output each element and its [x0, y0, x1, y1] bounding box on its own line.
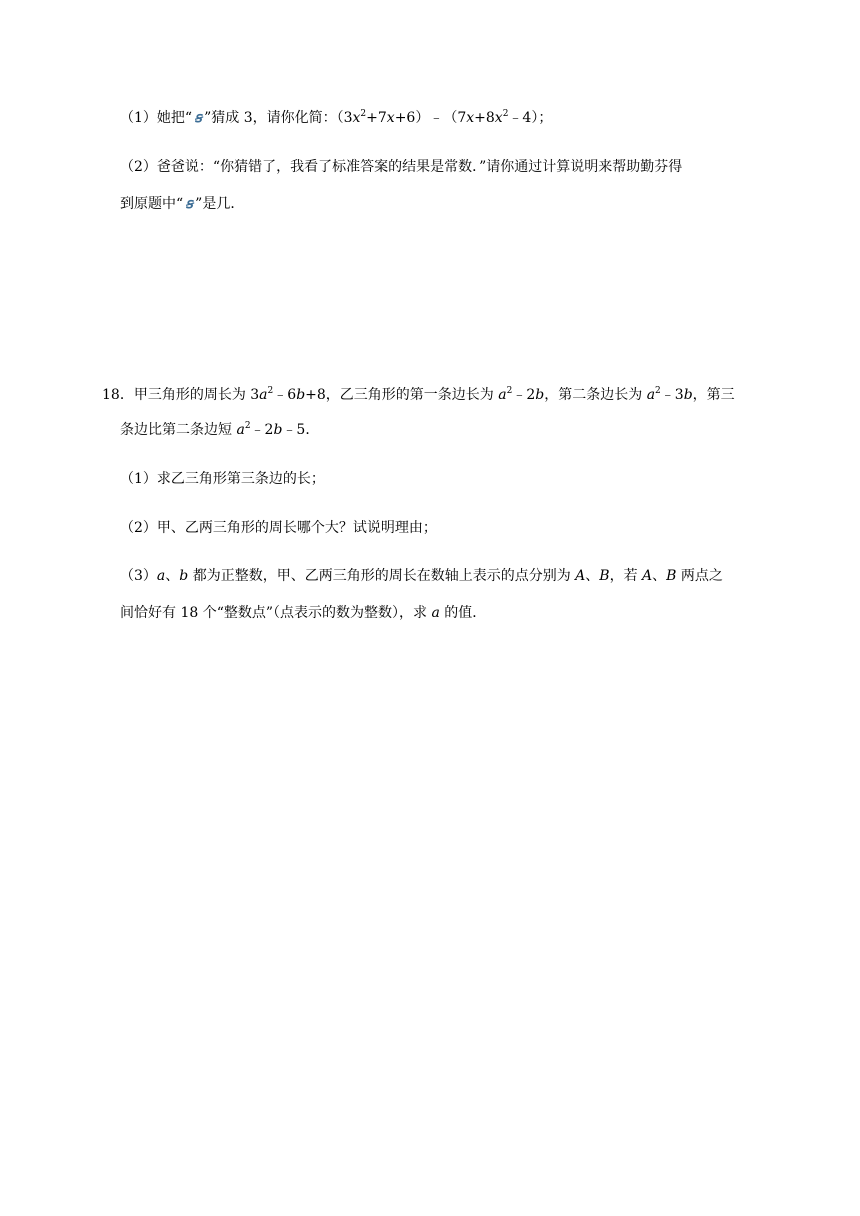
smudged-symbol-icon: ꞩ [194, 110, 202, 126]
q17-part2-line2: 到原题中“ ꞩ ”是几． [120, 196, 245, 212]
smudged-symbol-icon: ꞩ [185, 196, 193, 212]
q18-part1: （1）求乙三角形第三条边的长； [120, 471, 325, 487]
q18-stem-line1: 18．甲三角形的周长为 $3a^2﹣6b+8$，乙三角形的第一条边长为 $a^2﹣2b$，第二条边长为 $a^2﹣3b$，第三 [102, 386, 735, 403]
q18-part3-line2: 间恰好有 18 个“整数点”（点表示的数为整数），求 a 的值． [120, 605, 487, 621]
q18-part3-line1: （3）a、b 都为正整数，甲、乙两三角形的周长在数轴上表示的点分别为 A、B，若 A、B 两点之 [120, 568, 723, 584]
q17-part1: （1）她把“ ꞩ ”猜成 3，请你化简：$(3x^2+7x+6)﹣(7x+8x^2﹣4)$； [120, 109, 553, 126]
q17-part2-line1: （2）爸爸说：“你猜错了，我看了标准答案的结果是常数．”请你通过计算说明来帮助勤芬得 [120, 159, 683, 175]
q18-part2: （2）甲、乙两三角形的周长哪个大？试说明理由； [120, 520, 437, 536]
q18-stem-line2: 条边比第二条边短 $a^2﹣2b﹣5$． [120, 421, 320, 438]
